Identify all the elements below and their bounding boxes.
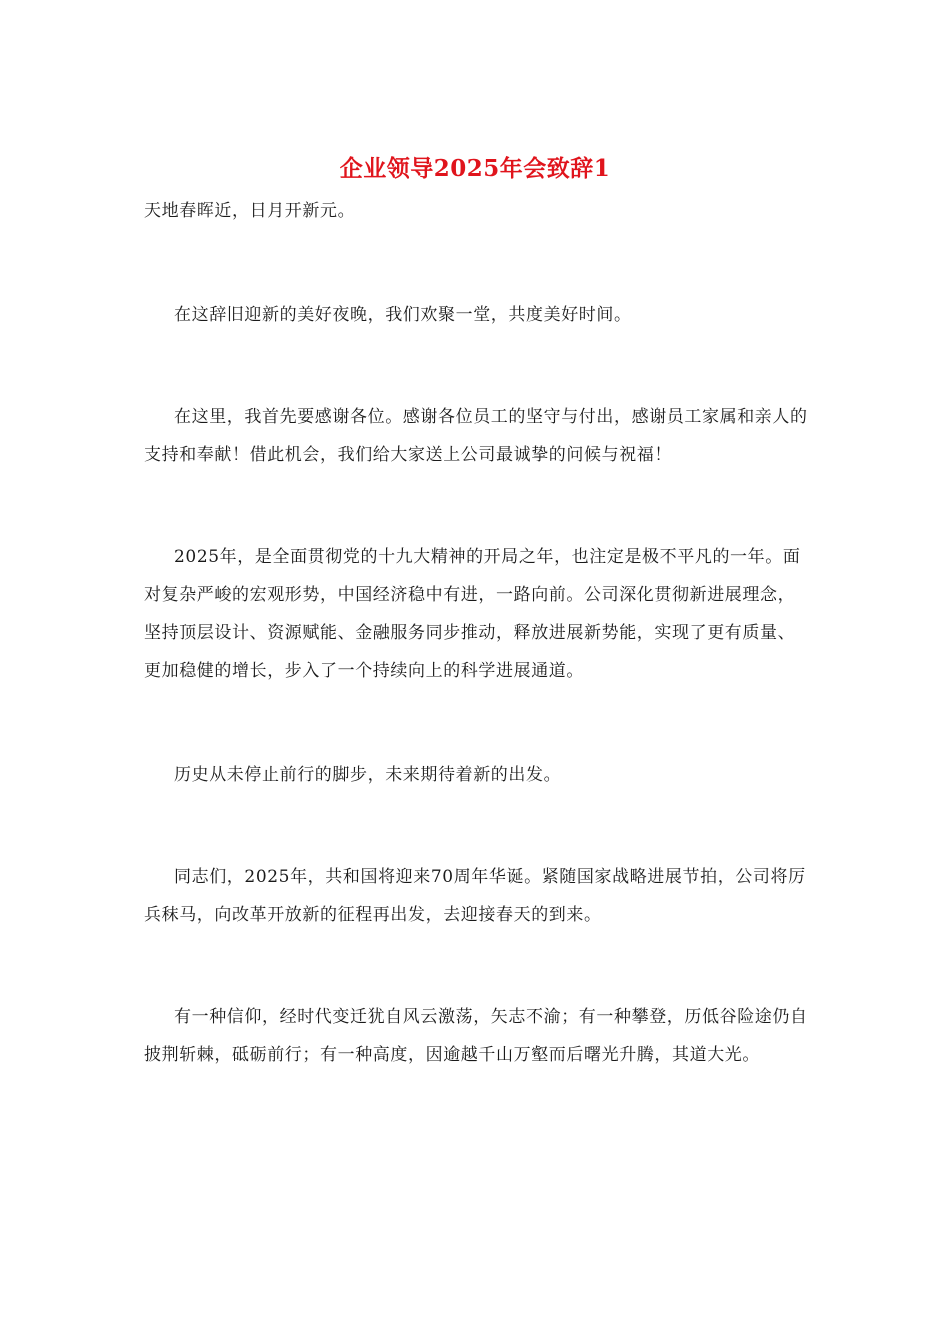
paragraph-gathering: 在这辞旧迎新的美好夜晚，我们欢聚一堂，共度美好时间。 xyxy=(174,305,632,325)
paragraph-outlook: 同志们，2025年，共和国将迎来70周年华诞。紧随国家战略进展节拍，公司将厉兵秣马，向改革开放新的征程再出发，去迎接春天的到来。 xyxy=(144,867,806,925)
paragraph-belief: 有一种信仰，经时代变迁犹自风云激荡，矢志不渝；有一种攀登，历低谷险途仍自披荆斩棘，砥砺前行；有一种高度，因逾越千山万壑而后曙光升腾，其道大光。 xyxy=(144,1007,808,1065)
paragraph-thanks: 在这里，我首先要感谢各位。感谢各位员工的坚守与付出，感谢员工家属和亲人的支持和奉献！借此机会，我们给大家送上公司最诚挚的问候与祝福！ xyxy=(144,407,808,465)
paragraph-opening: 天地春晖近，日月开新元。 xyxy=(144,201,356,221)
paragraph-review: 2025年，是全面贯彻党的十九大精神的开局之年，也注定是极不平凡的一年。面对复杂严峻的宏观形势，中国经济稳中有进，一路向前。公司深化贯彻新进展理念，坚持顶层设计、资源赋能、金融服务同步推动，释放进展新势能，实现了更有质量、更加稳健的增长，步入了一个持续向上的科学进展通道。 xyxy=(144,547,801,681)
paragraph-history: 历史从未停止前行的脚步，未来期待着新的出发。 xyxy=(174,765,562,785)
document-title: 企业领导2025年会致辞1 xyxy=(339,155,611,182)
